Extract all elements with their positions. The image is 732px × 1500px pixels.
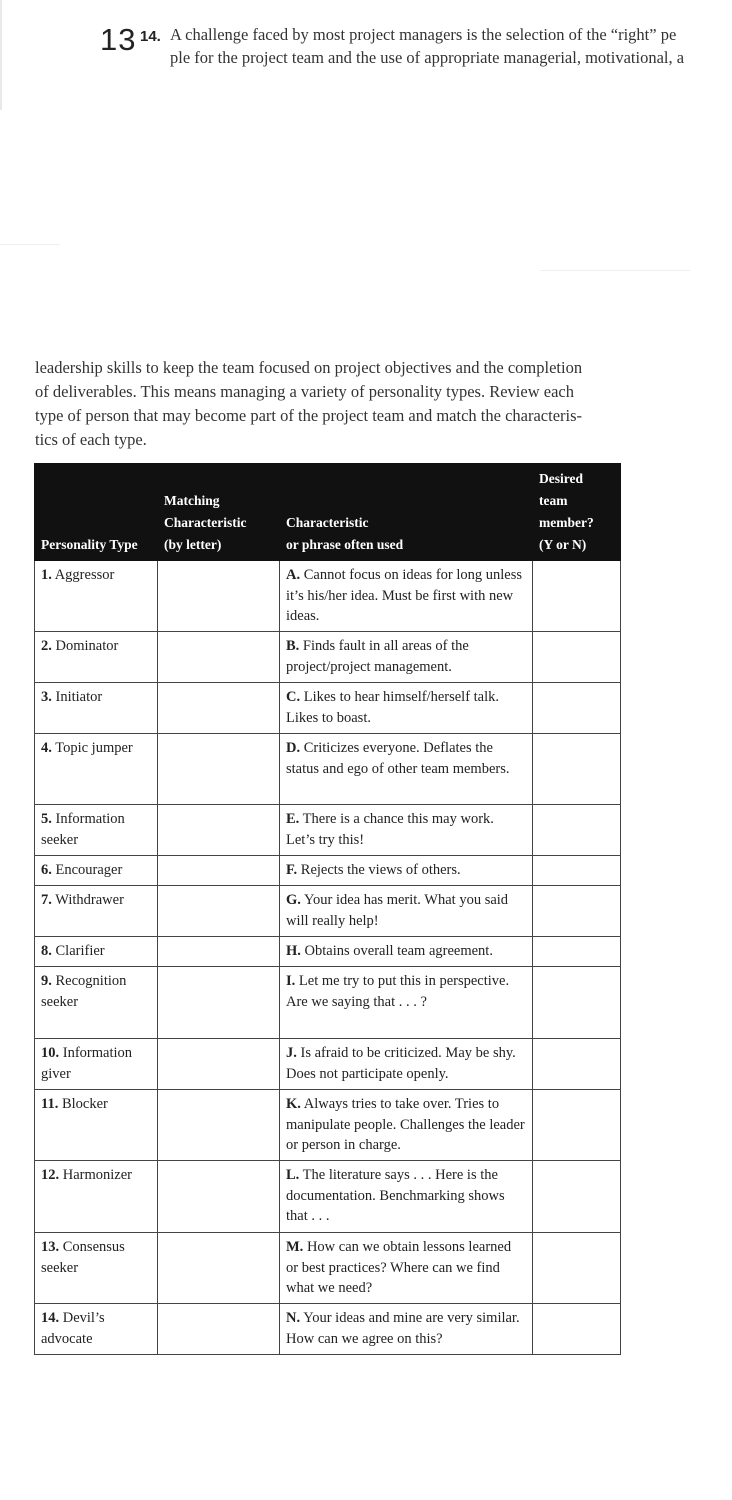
desired-member-cell[interactable] [533,856,621,886]
table-row [35,1304,621,1355]
characteristic-cell: I. Let me try to put this in perspective. Are we saying that . . . ? [280,967,533,1039]
personality-type-cell: 12. Harmonizer [35,1161,158,1233]
personality-type-cell: 3. Initiator [35,683,158,734]
characteristic-cell: H. Obtains overall team agreement. [280,937,533,967]
characteristic-cell: F. Rejects the views of others. [280,856,533,886]
table-row [35,805,621,856]
page-edge [0,0,2,110]
personality-type-cell: 10. Information giver [35,1039,158,1090]
personality-type-cell: 1. Aggressor [35,561,158,632]
header-desired-member: Desired team member? (Y or N) [533,464,621,561]
desired-member-cell[interactable] [533,1090,621,1161]
header-matching-characteristic: Matching Characteristic (by letter) [158,464,280,561]
matching-letter-cell[interactable] [158,734,280,805]
characteristic-cell: J. Is afraid to be criticized. May be shy. Does not participate openly. [280,1039,533,1090]
table-row [35,1039,621,1090]
characteristic-cell: E. There is a chance this may work. Let’s try this! [280,805,533,856]
characteristic-cell: L. The literature says . . . Here is the documentation. Benchmarking shows that . . . [280,1161,533,1233]
desired-member-cell[interactable] [533,886,621,937]
desired-member-cell[interactable] [533,937,621,967]
desired-member-cell[interactable] [533,683,621,734]
question-line-2: ple for the project team and the use of appropriate managerial, motivational, a [170,48,685,67]
characteristic-cell: G. Your idea has merit. What you said will really help! [280,886,533,937]
table-row [35,734,621,805]
characteristic-cell: D. Criticizes everyone. Deflates the status and ego of other team members. [280,734,533,805]
matching-letter-cell[interactable] [158,856,280,886]
personality-type-cell: 14. Devil’s advocate [35,1304,158,1355]
question-number: 14. [140,28,161,45]
characteristic-cell: A. Cannot focus on ideas for long unless it’s his/her idea. Must be first with new ideas. [280,561,533,632]
desired-member-cell[interactable] [533,1233,621,1304]
characteristic-cell: M. How can we obtain lessons learned or best practices? Where can we find what we need? [280,1233,533,1304]
page-number: 13 [100,22,137,57]
matching-letter-cell[interactable] [158,967,280,1039]
personality-type-cell: 2. Dominator [35,632,158,683]
desired-member-cell[interactable] [533,1039,621,1090]
matching-letter-cell[interactable] [158,937,280,967]
characteristic-cell: N. Your ideas and mine are very similar. How can we agree on this? [280,1304,533,1355]
divider [540,270,690,271]
table-row [35,632,621,683]
desired-member-cell[interactable] [533,1161,621,1233]
question-line-1: A challenge faced by most project managers is the selection of the “right” pe [170,25,677,44]
intro-line: type of person that may become part of the project team and match the characteris- [35,406,583,425]
matching-letter-cell[interactable] [158,1304,280,1355]
desired-member-cell[interactable] [533,1304,621,1355]
matching-letter-cell[interactable] [158,1161,280,1233]
intro-paragraph [35,356,625,452]
table-row [35,967,621,1039]
table-row [35,561,621,632]
matching-letter-cell[interactable] [158,1039,280,1090]
personality-type-cell: 8. Clarifier [35,937,158,967]
personality-table [34,463,621,1355]
matching-letter-cell[interactable] [158,561,280,632]
matching-letter-cell[interactable] [158,683,280,734]
matching-letter-cell[interactable] [158,886,280,937]
intro-line: of deliverables. This means managing a variety of personality types. Review each [35,382,574,401]
desired-member-cell[interactable] [533,734,621,805]
table-row [35,856,621,886]
table-row [35,1161,621,1233]
header-characteristic: Characteristic or phrase often used [280,464,533,561]
characteristic-cell: B. Finds fault in all areas of the project/project management. [280,632,533,683]
personality-type-cell: 5. Information seeker [35,805,158,856]
personality-type-cell: 4. Topic jumper [35,734,158,805]
desired-member-cell[interactable] [533,561,621,632]
personality-type-cell: 7. Withdrawer [35,886,158,937]
intro-line: leadership skills to keep the team focused on project objectives and the completion [35,358,583,377]
characteristic-cell: C. Likes to hear himself/herself talk. Likes to boast. [280,683,533,734]
table-row [35,1090,621,1161]
matching-letter-cell[interactable] [158,1233,280,1304]
characteristic-cell: K. Always tries to take over. Tries to manipulate people. Challenges the leader or person in charge. [280,1090,533,1161]
header-personality-type: Personality Type [35,464,158,561]
table-row [35,937,621,967]
divider [0,244,60,245]
desired-member-cell[interactable] [533,632,621,683]
personality-type-cell: 9. Recognition seeker [35,967,158,1039]
table-header-row [35,464,621,561]
personality-type-cell: 6. Encourager [35,856,158,886]
table-row [35,886,621,937]
intro-line: tics of each type. [35,430,147,449]
personality-type-cell: 13. Consensus seeker [35,1233,158,1304]
matching-letter-cell[interactable] [158,805,280,856]
table-row [35,1233,621,1304]
matching-letter-cell[interactable] [158,1090,280,1161]
desired-member-cell[interactable] [533,805,621,856]
table-row [35,683,621,734]
personality-type-cell: 11. Blocker [35,1090,158,1161]
desired-member-cell[interactable] [533,967,621,1039]
matching-letter-cell[interactable] [158,632,280,683]
